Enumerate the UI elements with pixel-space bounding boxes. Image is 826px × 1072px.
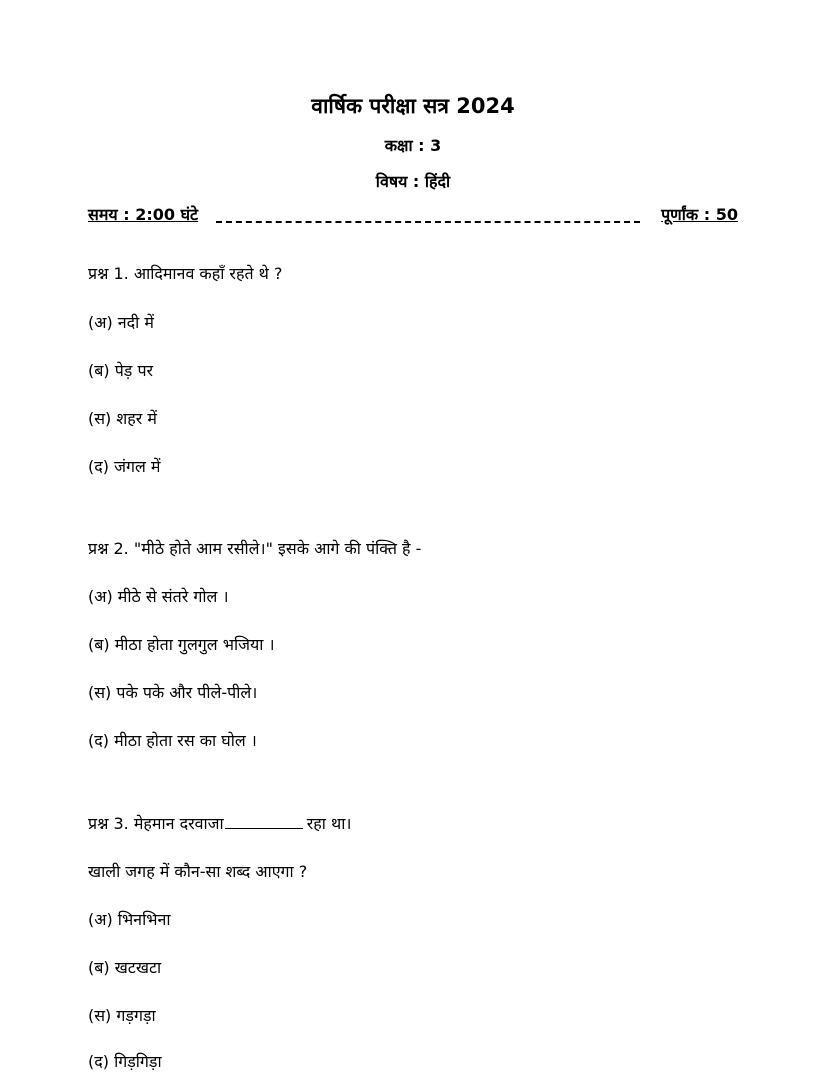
q2-option-d: (द) मीठा होता रस का घोल । [88,731,257,750]
full-marks-label: पूर्णांक : 50 [661,205,738,224]
question-3 [88,812,351,834]
time-label: समय : 2:00 घंटे [88,205,199,224]
exam-title: वार्षिक परीक्षा सत्र 2024 [311,94,515,118]
fill-in-blank [225,827,303,829]
time-marks-row [88,203,738,227]
subject-line: विषय : हिंदी [375,172,451,191]
question-2: प्रश्न 2. "मीठे होते आम रसीले।" इसके आगे की पंक्ति है - [88,539,422,558]
dashed-separator [216,221,640,223]
q3-option-c: (स) गड़गड़ा [88,1006,156,1025]
q3-option-a: (अ) भिनभिना [88,910,171,929]
q1-option-d: (द) जंगल में [88,457,161,476]
q2-option-b: (ब) मीठा होता गुलगुल भजिया । [88,635,275,654]
q3-text-before-blank: प्रश्न 3. मेहमान दरवाजा [88,814,224,833]
q1-option-c: (स) शहर में [88,409,157,428]
class-line: कक्षा : 3 [384,136,442,155]
q2-option-a: (अ) मीठे से संतरे गोल । [88,587,229,606]
q1-option-b: (ब) पेड़ पर [88,361,154,380]
q2-option-c: (स) पके पके और पीले-पीले। [88,683,258,702]
q3-text-after-blank: रहा था। [306,814,352,833]
q1-option-a: (अ) नदी में [88,313,154,332]
q3-instruction: खाली जगह में कौन-सा शब्द आएगा ? [88,862,308,881]
question-1: प्रश्न 1. आदिमानव कहाँ रहते थे ? [88,264,283,283]
q3-option-d: (द) गिड़गिड़ा [88,1052,162,1071]
q3-option-b: (ब) खटखटा [88,958,162,977]
